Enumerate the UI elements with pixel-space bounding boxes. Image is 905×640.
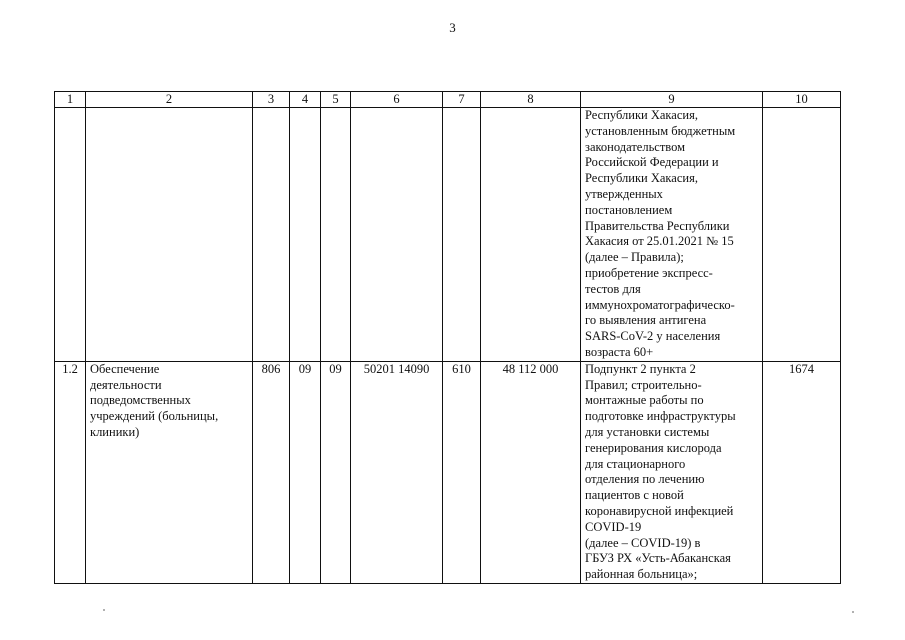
col-header-6: 6	[351, 92, 443, 108]
cell-code-5: 09	[321, 361, 351, 583]
cell-code-7	[443, 108, 481, 362]
cell-code-3: 806	[253, 361, 290, 583]
page-number: 3	[449, 20, 456, 35]
table-row	[55, 361, 841, 583]
budget-table	[54, 91, 841, 584]
col-header-5: 5	[321, 92, 351, 108]
cell-amount	[481, 108, 581, 362]
col-header-3: 3	[253, 92, 290, 108]
cell-code-4	[290, 108, 321, 362]
col-header-4: 4	[290, 92, 321, 108]
cell-code-6: 50201 14090	[351, 361, 443, 583]
cell-name	[86, 108, 253, 362]
col-header-10: 10	[763, 92, 841, 108]
cell-name: Обеспечение деятельности подведомственных учреждений (больницы, клиники)	[86, 361, 253, 583]
cell-code-4: 09	[290, 361, 321, 583]
cell-col-10	[763, 108, 841, 362]
cell-amount: 48 112 000	[481, 361, 581, 583]
col-header-2: 2	[86, 92, 253, 108]
cell-number	[55, 108, 86, 362]
cell-code-7: 610	[443, 361, 481, 583]
cell-code-6	[351, 108, 443, 362]
cell-number: 1.2	[55, 361, 86, 583]
cell-code-3	[253, 108, 290, 362]
scan-speck	[103, 609, 105, 611]
cell-description: Подпункт 2 пункта 2 Правил; строительно- монтажные работы по подготовке инфраструктуры для установки системы генерирования кислорода для стационарного отделения по лечению пациентов с новой коронавирусной инфекцией COVID-19 (далее – COVID-19) в ГБУЗ РХ «Усть-Абаканская районная больница»;	[581, 361, 763, 583]
header-row	[55, 92, 841, 108]
cell-code-5	[321, 108, 351, 362]
cell-col-10: 1674	[763, 361, 841, 583]
scan-speck	[852, 611, 854, 613]
cell-description: Республики Хакасия, установленным бюджетным законодательством Российской Федерации и Республики Хакасия, утвержденных постановлением Правительства Республики Хакасия от 25.01.2021 № 15 (далее – Правила); приобретение экспресс- тестов для иммунохроматографическо- го выявления антигена SARS-CoV-2 у населения возраста 60+	[581, 108, 763, 362]
col-header-7: 7	[443, 92, 481, 108]
col-header-1: 1	[55, 92, 86, 108]
col-header-8: 8	[481, 92, 581, 108]
col-header-9: 9	[581, 92, 763, 108]
table-row	[55, 108, 841, 362]
